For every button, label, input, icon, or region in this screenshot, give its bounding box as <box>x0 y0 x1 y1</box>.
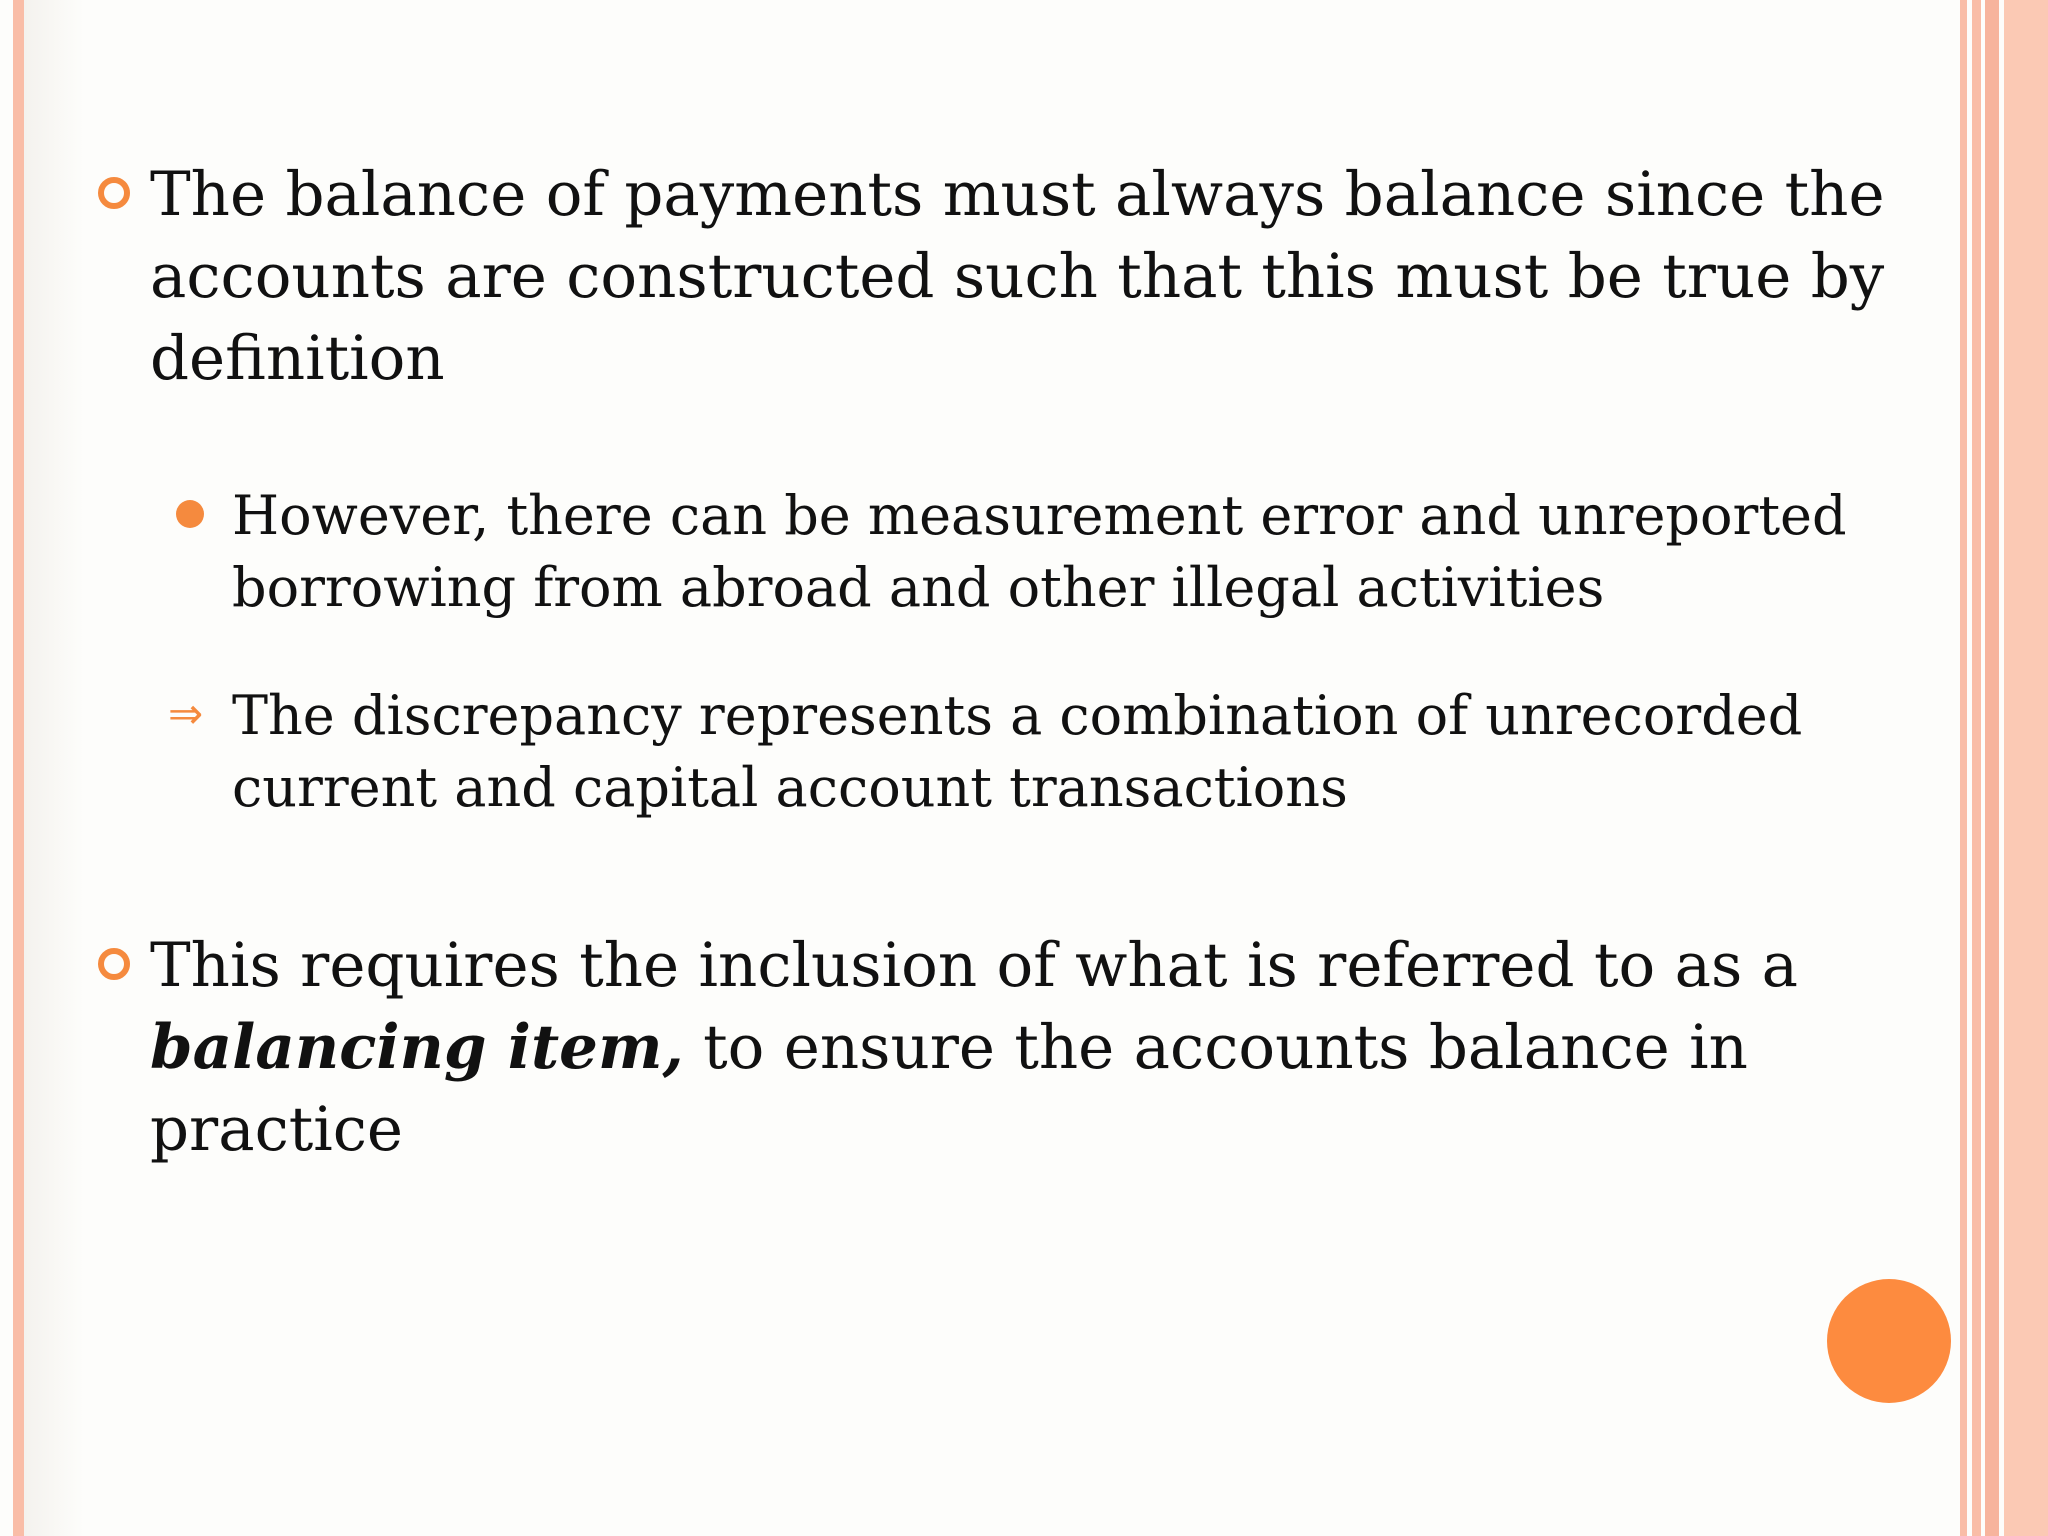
sub-bullet-item-discrepancy <box>168 680 1922 824</box>
bullet-item-balance <box>150 154 1920 400</box>
implies-arrow-icon: ⇒ <box>168 689 204 738</box>
decorative-circle <box>1827 1279 1951 1403</box>
right-border-stripe <box>1985 0 1999 1536</box>
right-border-stripe <box>1972 0 1981 1536</box>
left-border-stripe <box>13 0 24 1536</box>
bullet-text-after: to ensure the accounts balance in practice <box>150 1012 1748 1165</box>
sub-bullet-text: However, there can be measurement error and unreported borrowing from abroad and other illegal activities <box>232 484 1847 619</box>
right-border-stripe <box>1960 0 1967 1536</box>
sub-bullet-item-measurement-error <box>232 480 1922 624</box>
balancing-item-emphasis: balancing item, <box>150 1012 684 1083</box>
sub-bullet-text: The discrepancy represents a combination of unrecorded current and capital account transactions <box>232 684 1803 819</box>
bullet-item-balancing-item <box>150 925 1920 1171</box>
ring-bullet-icon <box>98 177 130 209</box>
dot-bullet-icon <box>176 500 204 528</box>
left-border-shade <box>24 0 84 1536</box>
bullet-text-before: This requires the inclusion of what is referred to as a <box>150 930 1799 1001</box>
right-border-band <box>2004 0 2048 1536</box>
ring-bullet-icon <box>98 948 130 980</box>
bullet-text: The balance of payments must always balance since the accounts are constructed such that this must be true by definition <box>150 159 1885 394</box>
